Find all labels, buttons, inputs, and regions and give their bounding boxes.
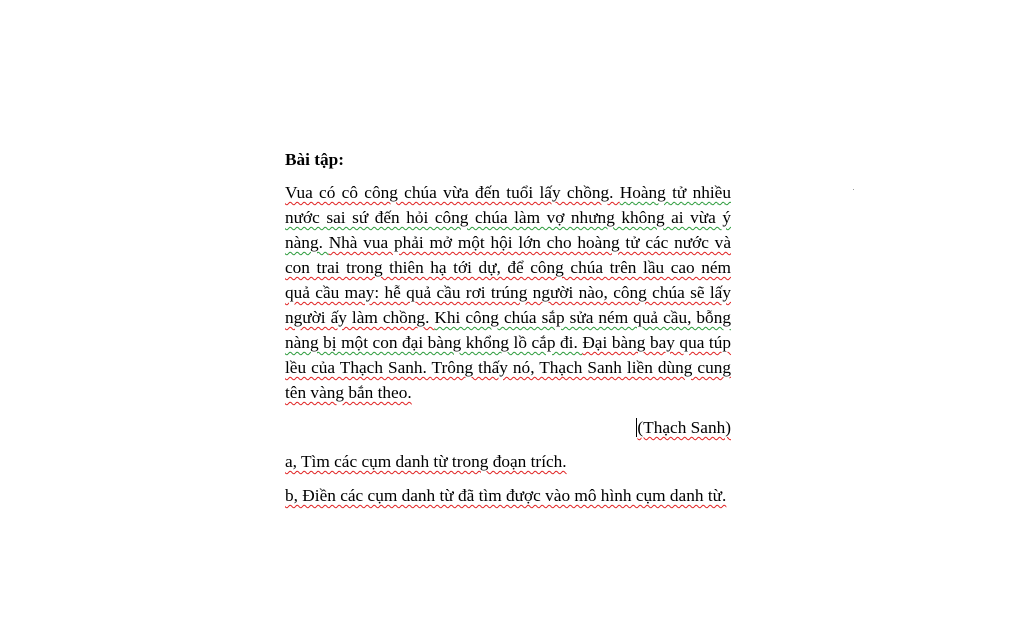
question-a xyxy=(285,449,731,474)
question-b-text: b, Điền các cụm danh từ đã tìm được vào mô hình cụm danh từ. xyxy=(285,486,727,505)
passage-paragraph xyxy=(285,180,731,405)
passage-sentence: Vua có cô công chúa vừa đến tuổi lấy chồng. xyxy=(285,183,620,202)
passage-sentence: Nhà vua phải mở một hội lớn cho hoàng tử các nước và con trai trong thiên hạ tới dự, để công chúa trên lầu cao ném quả cầu may: hễ quả cầu rơi trúng người nào, công chúa sẽ lấy người ấy làm chồng. xyxy=(285,233,731,327)
source-attribution xyxy=(285,415,731,440)
passage-sentence: Khi công chúa sắp sửa ném quả cầu, bỗng nàng bị một con đại bàng khổng lồ cắp đi. xyxy=(285,308,731,352)
passage-sentence: Hoàng tử nhiều nước sai sứ đến hỏi công chúa làm vợ nhưng không ai vừa ý nàng. xyxy=(285,183,731,252)
question-b xyxy=(285,483,731,508)
passage-sentence: Trông thấy nó, Thạch Sanh liền dùng cung tên vàng bắn theo. xyxy=(285,358,732,402)
stray-mark xyxy=(853,189,854,190)
question-a-text: a, Tìm các cụm danh từ trong đoạn trích. xyxy=(285,452,567,471)
document-body[interactable] xyxy=(285,147,731,508)
source-text: (Thạch Sanh) xyxy=(637,418,731,437)
passage-sentence: Đại bàng bay qua túp lều của Thạch Sanh. xyxy=(285,333,732,377)
exercise-heading: Bài tập: xyxy=(285,150,345,169)
